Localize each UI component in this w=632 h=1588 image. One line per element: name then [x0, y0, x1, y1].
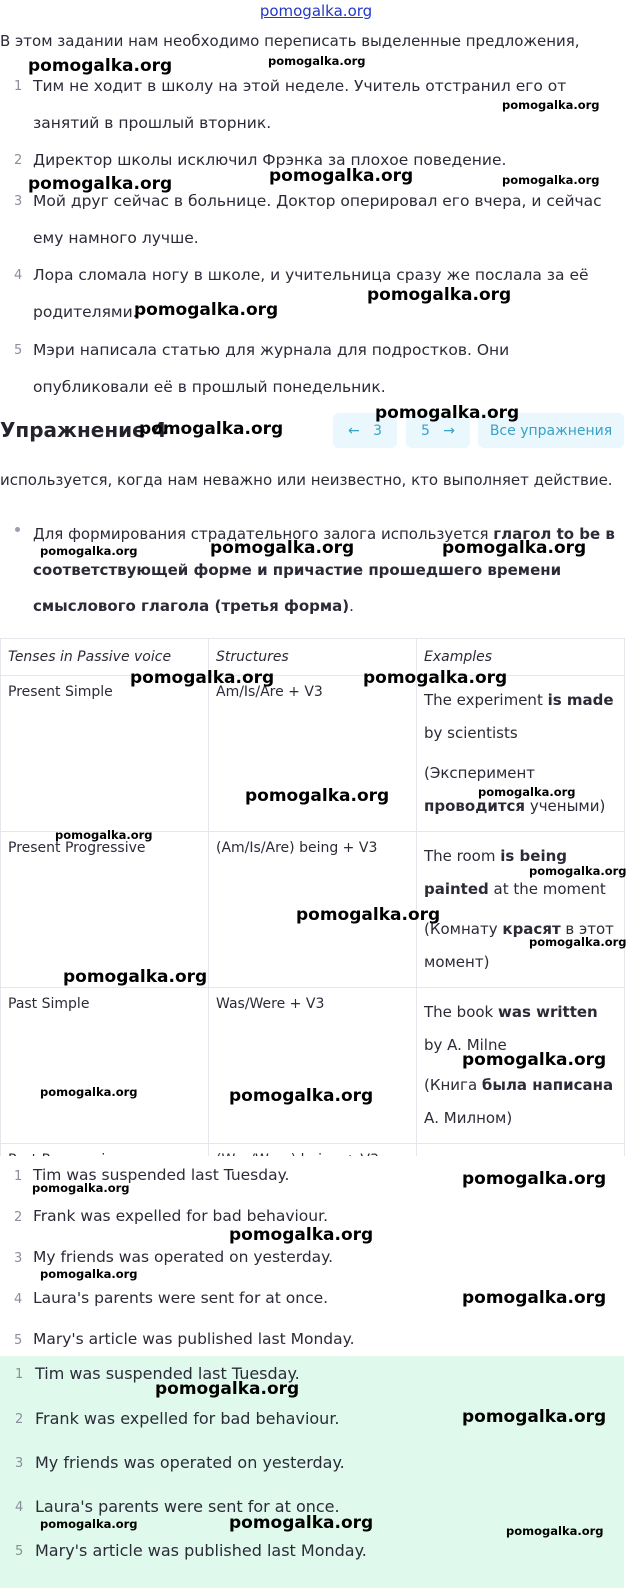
arrow-right-icon: →	[443, 422, 455, 439]
watermark: pomogalka.org	[529, 864, 627, 878]
watermark: pomogalka.org	[478, 785, 576, 799]
example-text: А. Милном)	[424, 1109, 513, 1127]
example-bold: проводится	[424, 797, 526, 815]
sentence-text: Мэри написала статью для журнала для подростков. Они опубликовали её в прошлый понедельник.	[33, 341, 510, 396]
rule-bold-text: глагол to be в соответствующей форме и причастие прошедшего времени смыслового глагола (третья форма)	[33, 525, 615, 615]
answer-text: Tim was suspended last Tuesday.	[33, 1166, 290, 1184]
structure-cell: Am/Is/Are + V3	[209, 676, 417, 832]
watermark: pomogalka.org	[269, 166, 414, 186]
example-text: The experiment	[424, 691, 548, 709]
watermark: pomogalka.org	[375, 403, 520, 423]
rule-suffix: .	[349, 597, 354, 615]
passive-rule-bullet	[33, 516, 628, 624]
structure-cell: Was/Were + V3	[209, 988, 417, 1144]
watermark: pomogalka.org	[462, 1288, 607, 1308]
sentence-number: 5	[14, 343, 23, 358]
watermark: pomogalka.org	[442, 538, 587, 558]
exercise-title: Упражнение 4	[0, 418, 167, 442]
sentence-number: 1	[14, 79, 23, 94]
example-bold: was written	[498, 1003, 598, 1021]
example-text: at the moment	[488, 880, 606, 898]
answer-number: 4	[15, 1500, 24, 1515]
example-bold: is made	[547, 691, 614, 709]
example-text: учеными)	[525, 797, 606, 815]
example-bold: красят	[502, 920, 561, 938]
watermark: pomogalka.org	[139, 419, 284, 439]
sentence-number: 4	[14, 268, 23, 283]
tense-cell: Present Progressive	[1, 832, 209, 988]
example-text: The room	[424, 847, 501, 865]
watermark: pomogalka.org	[529, 935, 627, 949]
watermark: pomogalka.org	[40, 544, 138, 558]
answer-text: Mary's article was published last Monday.	[35, 1541, 367, 1560]
answer-number: 5	[14, 1333, 23, 1348]
sentence-number: 3	[14, 194, 23, 209]
all-exercises-label: Все упражнения	[489, 422, 613, 439]
answer-text: My friends was operated on yesterday.	[33, 1248, 334, 1266]
watermark: pomogalka.org	[155, 1379, 300, 1399]
watermark: pomogalka.org	[506, 1524, 604, 1538]
watermark: pomogalka.org	[502, 173, 600, 187]
arrow-left-icon: ←	[347, 422, 360, 439]
answer-text: Mary's article was published last Monday.	[33, 1330, 355, 1348]
watermark: pomogalka.org	[32, 1181, 130, 1195]
sentence-text: Лора сломала ногу в школе, и учительница сразу же послала за её родителями.	[33, 266, 589, 321]
answer-text: My friends was operated on yesterday.	[35, 1453, 345, 1472]
watermark: pomogalka.org	[40, 1517, 138, 1531]
example-text: (Комнату	[424, 920, 503, 938]
answer-number: 2	[15, 1412, 24, 1427]
watermark: pomogalka.org	[40, 1085, 138, 1099]
watermark: pomogalka.org	[229, 1086, 374, 1106]
table-header: Examples	[417, 639, 625, 676]
answer-number: 1	[14, 1169, 23, 1184]
watermark: pomogalka.org	[502, 98, 600, 112]
table-header: Tenses in Passive voice	[1, 639, 209, 676]
answer-text: Frank was expelled for bad behaviour.	[33, 1207, 328, 1225]
example-text: в этот момент)	[424, 920, 614, 971]
example-bold: была написана	[481, 1076, 614, 1094]
intro-text: В этом задании нам необходимо переписать выделенные предложения,	[0, 32, 580, 50]
example-bold: is being painted	[424, 847, 568, 898]
watermark: pomogalka.org	[462, 1407, 607, 1427]
watermark: pomogalka.org	[40, 1267, 138, 1281]
watermark: pomogalka.org	[367, 285, 512, 305]
answer-number: 2	[14, 1210, 23, 1225]
next-exercise-label: 5	[420, 422, 430, 439]
watermark: pomogalka.org	[28, 174, 173, 194]
example-text: by A. Milne	[424, 1036, 507, 1054]
answer-number: 1	[15, 1367, 24, 1382]
watermark: pomogalka.org	[63, 967, 208, 987]
answer-text: Laura's parents were sent for at once.	[35, 1497, 340, 1516]
answer-number: 3	[15, 1456, 24, 1471]
watermark: pomogalka.org	[130, 668, 275, 688]
example-cell	[417, 832, 625, 988]
structure-cell: (Am/Is/Are) being + V3	[209, 832, 417, 988]
bullet-dot-icon	[15, 527, 20, 532]
example-text: The book	[424, 1003, 498, 1021]
answer-number: 4	[14, 1292, 23, 1307]
watermark: pomogalka.org	[134, 300, 279, 320]
site-link[interactable]: pomogalka.org	[259, 2, 373, 20]
prev-exercise-label: 3	[373, 422, 382, 439]
example-cell	[417, 676, 625, 832]
watermark: pomogalka.org	[245, 786, 390, 806]
example-ru	[424, 1069, 617, 1135]
answer-number: 5	[15, 1544, 24, 1559]
example-text: by scientists	[424, 724, 518, 742]
answer-text: Frank was expelled for bad behaviour.	[35, 1409, 340, 1428]
answer-number: 3	[14, 1251, 23, 1266]
sentence-text: Мой друг сейчас в больнице. Доктор оперировал его вчера, и сейчас ему намного лучше.	[33, 192, 602, 247]
rule-text: Для формирования страдательного залога используется	[33, 525, 494, 543]
example-text: (Эксперимент	[424, 764, 536, 782]
watermark: pomogalka.org	[28, 56, 173, 76]
watermark: pomogalka.org	[462, 1169, 607, 1189]
watermark: pomogalka.org	[363, 668, 508, 688]
tense-cell: Past Simple	[1, 988, 209, 1144]
watermark: pomogalka.org	[462, 1050, 607, 1070]
watermark: pomogalka.org	[55, 828, 153, 842]
example-text: (Книга	[424, 1076, 482, 1094]
sentence-text: Тим не ходит в школу на этой неделе. Учитель отстранил его от занятий в прошлый вторник.	[33, 77, 567, 132]
watermark: pomogalka.org	[210, 538, 355, 558]
watermark: pomogalka.org	[268, 54, 366, 68]
tense-cell: Present Simple	[1, 676, 209, 832]
answer-list-highlighted	[0, 1356, 624, 1588]
watermark: pomogalka.org	[296, 905, 441, 925]
answer-text: Tim was suspended last Tuesday.	[35, 1364, 300, 1383]
passive-description: используется, когда нам неважно или неизвестно, кто выполняет действие.	[0, 471, 613, 489]
table-row	[1, 676, 625, 832]
table-header: Structures	[209, 639, 417, 676]
watermark: pomogalka.org	[229, 1225, 374, 1245]
sentence-text: Директор школы исключил Фрэнка за плохое поведение.	[33, 151, 507, 169]
answer-text: Laura's parents were sent for at once.	[33, 1289, 329, 1307]
sentence-number: 2	[14, 153, 23, 168]
table-header-row	[1, 639, 625, 676]
example-en	[424, 684, 617, 750]
watermark: pomogalka.org	[229, 1513, 374, 1533]
